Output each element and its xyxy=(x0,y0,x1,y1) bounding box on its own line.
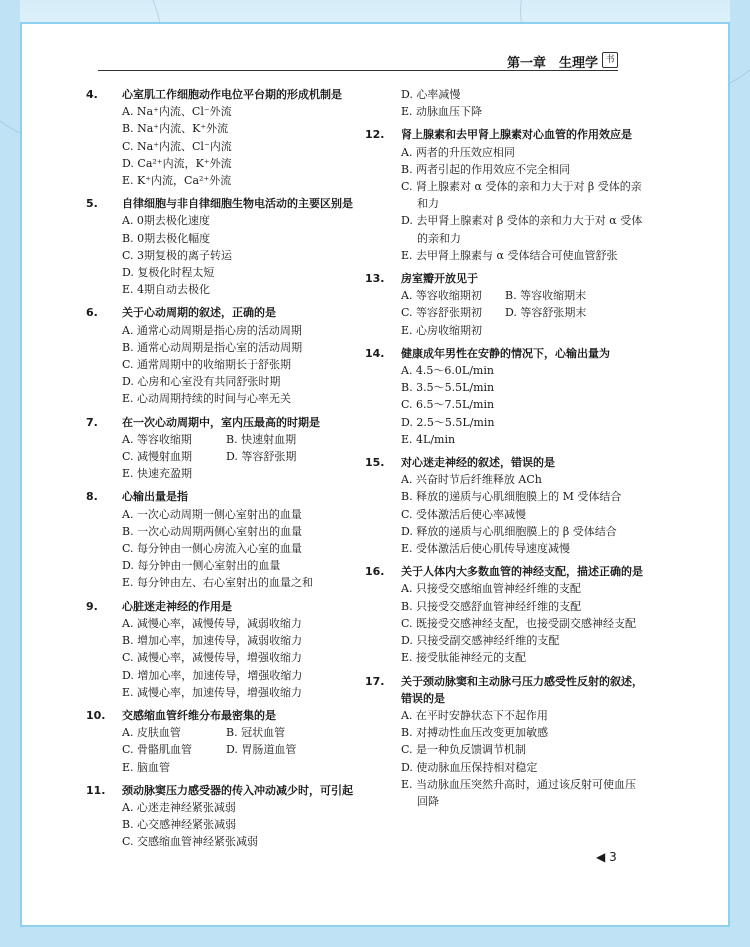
page-footer xyxy=(596,850,617,864)
answer-option: D. 增加心率，加速传导，增强收缩力 xyxy=(122,668,303,682)
answer-option: B. 心交感神经紧张减弱 xyxy=(122,818,237,832)
question-stem xyxy=(365,673,645,707)
answer-option: D. 释放的递质与心肌细胞膜上的 β 受体结合 xyxy=(401,524,617,538)
question-number: 7. xyxy=(86,415,98,429)
right-column xyxy=(365,86,645,816)
option-row xyxy=(104,431,359,448)
question-text: 自律细胞与非自律细胞生物电活动的主要区别是 xyxy=(122,197,353,211)
answer-option: A. 一次心动周期一侧心室射出的血量 xyxy=(122,507,302,521)
answer-option: D. 胃肠道血管 xyxy=(226,743,297,757)
answer-option: D. Ca²⁺内流，K⁺外流 xyxy=(122,156,232,170)
question-number: 9. xyxy=(86,599,98,613)
question-stem xyxy=(365,454,645,471)
answer-option: A. 等容收缩期 xyxy=(122,432,192,446)
question-text: 在一次心动周期中，室内压最高的时期是 xyxy=(122,415,320,429)
answer-option: C. 受体激活后使心率减慢 xyxy=(401,507,527,521)
question-text: 颈动脉窦压力感受器的传入冲动减少时，可引起 xyxy=(122,783,353,797)
question-text: 关于心动周期的叙述，正确的是 xyxy=(122,306,276,320)
question-stem xyxy=(86,86,359,103)
option-row xyxy=(104,724,359,741)
answer-option: C. 等容舒张期初 xyxy=(401,306,483,320)
answer-option: E. 4期自动去极化 xyxy=(122,283,211,297)
question-number: 10. xyxy=(86,708,106,722)
answer-option: C. 减慢射血期 xyxy=(122,450,193,464)
answer-option: B. 快速射血期 xyxy=(226,432,297,446)
answer-option: C. 每分钟由一侧心房流入心室的血量 xyxy=(122,542,303,556)
answer-option: C. 交感缩血管神经紧张减弱 xyxy=(122,835,259,849)
question xyxy=(365,126,645,264)
answer-option: C. 骨骼肌血管 xyxy=(122,743,193,757)
answer-option: E. 去甲肾上腺素与 α 受体结合可使血管舒张 xyxy=(401,248,618,262)
answer-option: A. Na⁺内流、Cl⁻外流 xyxy=(122,105,232,119)
answer-option: A. 皮肤血管 xyxy=(122,726,181,740)
answer-option: D. 2.5～5.5L/min xyxy=(401,415,495,429)
question-text: 肾上腺素和去甲肾上腺素对心血管的作用效应是 xyxy=(401,128,632,142)
question-stem xyxy=(86,304,359,321)
answer-option: A. 等容收缩期初 xyxy=(401,289,482,303)
answer-option: B. 0期去极化幅度 xyxy=(122,231,211,245)
answer-option: E. 受体激活后使心肌传导速度减慢 xyxy=(401,542,571,556)
answer-option: A. 只接受交感缩血管神经纤维的支配 xyxy=(401,582,581,596)
answer-option: E. 脑血管 xyxy=(122,760,171,774)
question-number: 5. xyxy=(86,197,98,211)
question-text: 交感缩血管纤维分布最密集的是 xyxy=(122,708,276,722)
answer-option: B. 一次心动周期两侧心室射出的血量 xyxy=(122,524,303,538)
question-text: 关于颈动脉窦和主动脉弓压力感受性反射的叙述，错误的是 xyxy=(401,674,643,705)
answer-option: C. Na⁺内流、Cl⁻内流 xyxy=(122,139,232,153)
question-number: 4. xyxy=(86,88,98,101)
answer-option: D. 等容舒张期 xyxy=(226,450,297,464)
answer-option: C. 是一种负反馈调节机制 xyxy=(401,743,527,757)
answer-option: D. 去甲肾上腺素对 β 受体的亲和力大于对 α 受体的亲和力 xyxy=(401,214,643,245)
answer-option: B. Na⁺内流、K⁺外流 xyxy=(122,122,229,136)
left-column xyxy=(86,86,359,857)
answer-option: D. 心房和心室没有共同舒张时期 xyxy=(122,375,281,389)
question-stem xyxy=(365,563,645,580)
chapter-title: 第一章 生理学 xyxy=(506,56,598,71)
page-number: 3 xyxy=(609,850,617,864)
question-stem xyxy=(86,598,359,615)
question-text: 心脏迷走神经的作用是 xyxy=(122,599,232,613)
question-number: 14. xyxy=(365,346,385,360)
answer-option: A. 减慢心率，减慢传导，减弱收缩力 xyxy=(122,616,302,630)
arrow-left-icon: ◀ xyxy=(596,850,606,864)
answer-option: D. 使动脉血压保持相对稳定 xyxy=(401,760,538,774)
question-text: 健康成年男性在安静的情况下，心输出量为 xyxy=(401,346,610,360)
answer-option: B. 冠状血管 xyxy=(226,726,286,740)
book-icon: 书 xyxy=(602,52,618,68)
question-number: 11. xyxy=(86,783,106,797)
answer-option: C. 6.5～7.5L/min xyxy=(401,398,495,412)
question-stem xyxy=(86,195,359,212)
left-border xyxy=(0,0,20,947)
question-number: 13. xyxy=(365,272,385,286)
answer-option: E. 动脉血压下降 xyxy=(401,105,483,119)
question xyxy=(365,563,645,666)
question xyxy=(86,414,359,483)
question xyxy=(365,454,645,557)
right-border xyxy=(730,0,750,947)
option-row xyxy=(104,741,359,758)
option-row xyxy=(104,448,359,465)
answer-option: B. 只接受交感舒血管神经纤维的支配 xyxy=(401,599,582,613)
answer-option: E. 减慢心率，加速传导，增强收缩力 xyxy=(122,685,303,699)
question xyxy=(86,488,359,591)
question-text: 心室肌工作细胞动作电位平台期的形成机制是 xyxy=(122,88,342,101)
answer-option: B. 对搏动性血压改变更加敏感 xyxy=(401,726,549,740)
question xyxy=(86,782,359,851)
answer-option: D. 心率减慢 xyxy=(401,88,461,101)
answer-option: D. 等容舒张期末 xyxy=(505,306,587,320)
answer-option: E. 心动周期持续的时间与心率无关 xyxy=(122,392,292,406)
question-stem xyxy=(86,707,359,724)
answer-option: B. 通常心动周期是指心室的活动周期 xyxy=(122,340,303,354)
answer-option: B. 释放的递质与心肌细胞膜上的 M 受体结合 xyxy=(401,490,622,504)
answer-option: C. 肾上腺素对 α 受体的亲和力大于对 β 受体的亲和力 xyxy=(401,180,642,211)
answer-option: E. 4L/min xyxy=(401,432,456,446)
answer-option: B. 3.5～5.5L/min xyxy=(401,381,495,395)
question-number: 6. xyxy=(86,306,98,320)
answer-option: E. 心房收缩期初 xyxy=(401,323,483,337)
answer-option: A. 4.5～6.0L/min xyxy=(401,364,494,378)
answer-option: C. 3期复极的离子转运 xyxy=(122,248,233,262)
answer-option: D. 复极化时程太短 xyxy=(122,266,215,280)
question-text: 对心迷走神经的叙述，错误的是 xyxy=(401,456,555,470)
answer-option: B. 两者引起的作用效应不完全相同 xyxy=(401,162,571,176)
question-stem xyxy=(86,488,359,505)
answer-option: E. 快速充盈期 xyxy=(122,467,193,481)
question-text: 心输出量是指 xyxy=(122,490,188,504)
answer-option: A. 在平时安静状态下不起作用 xyxy=(401,708,548,722)
question-number: 16. xyxy=(365,565,385,579)
answer-option: C. 减慢心率，减慢传导，增强收缩力 xyxy=(122,651,303,665)
question-text: 关于人体内大多数血管的神经支配，描述正确的是 xyxy=(401,565,643,579)
question-stem xyxy=(365,270,645,287)
continued-options xyxy=(383,86,645,120)
question xyxy=(365,270,645,339)
question xyxy=(365,673,645,811)
answer-option: B. 等容收缩期末 xyxy=(505,289,587,303)
question xyxy=(86,195,359,298)
question xyxy=(86,304,359,407)
question xyxy=(365,345,645,448)
question-number: 12. xyxy=(365,128,385,142)
question-number: 8. xyxy=(86,490,98,504)
bottom-border xyxy=(0,927,750,947)
answer-option: A. 0期去极化速度 xyxy=(122,214,210,228)
question xyxy=(86,86,359,189)
answer-option: C. 通常周期中的收缩期长于舒张期 xyxy=(122,358,292,372)
answer-option: E. 每分钟由左、右心室射出的血量之和 xyxy=(122,576,314,590)
answer-option: D. 只接受副交感神经纤维的支配 xyxy=(401,634,560,648)
option-row xyxy=(383,304,645,321)
question-number: 17. xyxy=(365,674,385,688)
question-stem xyxy=(86,414,359,431)
question xyxy=(86,707,359,776)
question-number: 15. xyxy=(365,456,385,470)
answer-option: D. 每分钟由一侧心室射出的血量 xyxy=(122,559,281,573)
answer-option: E. 接受肽能神经元的支配 xyxy=(401,651,527,665)
question xyxy=(86,598,359,701)
answer-option: A. 通常心动周期是指心房的活动周期 xyxy=(122,323,302,337)
answer-option: A. 心迷走神经紧张减弱 xyxy=(122,800,236,814)
answer-option: B. 增加心率，加速传导，减弱收缩力 xyxy=(122,634,303,648)
question-stem xyxy=(365,345,645,362)
answer-option: C. 既接受交感神经支配，也接受副交感神经支配 xyxy=(401,616,637,630)
answer-option: E. K⁺内流，Ca²⁺外流 xyxy=(122,174,232,188)
question-stem xyxy=(365,126,645,143)
option-row xyxy=(383,287,645,304)
answer-option: A. 两者的升压效应相同 xyxy=(401,145,515,159)
question-text: 房室瓣开放见于 xyxy=(401,272,478,286)
page-header xyxy=(98,52,618,71)
question-stem xyxy=(86,782,359,799)
answer-option: A. 兴奋时节后纤维释放 ACh xyxy=(401,473,542,487)
answer-option: E. 当动脉血压突然升高时，通过该反射可使血压回降 xyxy=(401,777,637,808)
